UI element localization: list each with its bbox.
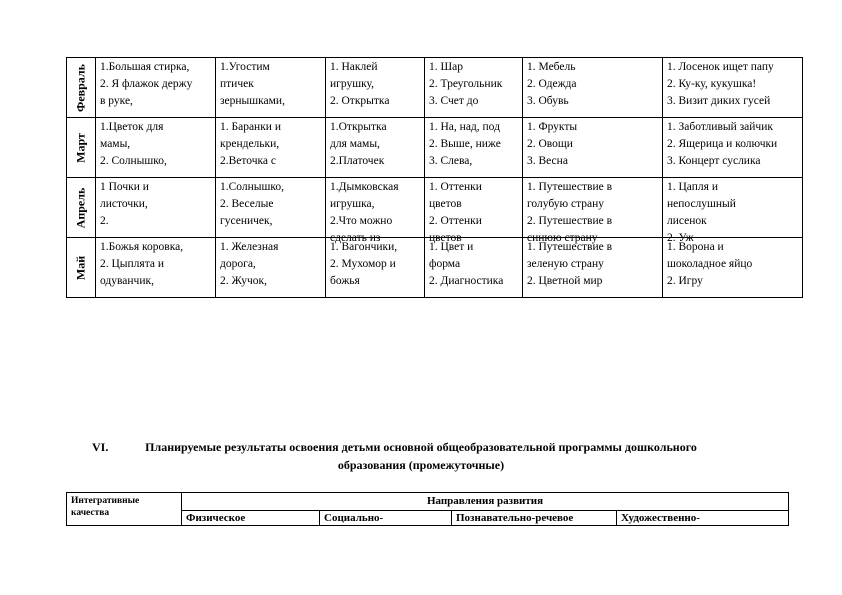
table-cell xyxy=(326,58,425,118)
month-cell xyxy=(67,178,96,238)
month-label: Апрель xyxy=(73,187,88,228)
cell-line: 1.Божья коровка, xyxy=(100,241,184,253)
cell-line: 2. Выше, ниже xyxy=(429,138,501,150)
section-heading-line2 xyxy=(0,456,842,474)
cell-line: 3. Слева, xyxy=(429,155,473,167)
cell-line: мамы, xyxy=(100,138,131,150)
cell-line: 1. Оттенки xyxy=(429,181,482,193)
month-label: Март xyxy=(73,132,88,163)
table-cell xyxy=(523,58,663,118)
cell-line: цветов xyxy=(429,232,462,244)
cell-line: игрушка, xyxy=(330,198,375,210)
cell-line: 2. Треугольник xyxy=(429,78,503,90)
cell-line: 3. Обувь xyxy=(527,95,569,107)
cell-line: 1. Наклей xyxy=(330,61,378,73)
table-cell xyxy=(523,178,663,244)
cell-line: 2. Оттенки xyxy=(429,215,482,227)
cell-line: 2.Веточка с xyxy=(220,155,277,167)
cell-line: сделать из xyxy=(330,232,381,244)
cell-line: 2. Цветной мир xyxy=(527,275,603,287)
table-cell xyxy=(96,178,216,238)
cell-line: 2. Овощи xyxy=(527,138,573,150)
month-cell xyxy=(67,118,96,178)
cell-line: 2. Одежда xyxy=(527,78,577,90)
column-social: Социально- xyxy=(320,511,452,526)
cell-line: крендельки, xyxy=(220,138,280,150)
cell-line: 1. Путешествие в xyxy=(527,241,613,253)
cell-line: 1. Цвет и xyxy=(429,241,474,253)
cell-line: божья xyxy=(330,275,360,287)
cell-line: 1.Большая стирка, xyxy=(100,61,190,73)
cell-line: синюю страну xyxy=(527,232,598,244)
cell-line: одуванчик, xyxy=(100,275,154,287)
cell-line: 1. Железная xyxy=(220,241,279,253)
cell-line: 1. Шар xyxy=(429,61,463,73)
table-row xyxy=(67,178,803,238)
table-row xyxy=(67,118,803,178)
table-cell xyxy=(663,58,803,118)
section-title-line2: образования (промежуточные) xyxy=(337,458,505,472)
cell-line: 2. Игру xyxy=(667,275,703,287)
cell-line: 3. Весна xyxy=(527,155,568,167)
table-cell xyxy=(96,58,216,118)
table-cell xyxy=(326,238,425,298)
cell-line: шоколадное яйцо xyxy=(667,258,753,270)
cell-line: 2. Цыплята и xyxy=(100,258,165,270)
cell-line: 1. Путешествие в xyxy=(527,181,613,193)
section-title-line1: Планируемые результаты освоения детьми основной общеобразовательной программы дошкольного xyxy=(145,440,697,454)
cell-line: 1. На, над, под xyxy=(429,121,500,133)
cell-line: 2. Жучок, xyxy=(220,275,267,287)
cell-line: зеленую страну xyxy=(527,258,604,270)
month-cell xyxy=(67,58,96,118)
table-cell xyxy=(326,118,425,178)
table-cell xyxy=(216,58,326,118)
cell-line: 1. Цапля и xyxy=(667,181,718,193)
cell-line: птичек xyxy=(220,78,254,90)
cell-line: 1.Открытка xyxy=(330,121,387,133)
table-cell xyxy=(216,238,326,298)
cell-line: дорога, xyxy=(220,258,256,270)
cell-line: 1.Солнышко, xyxy=(220,181,284,193)
cell-line: игрушку, xyxy=(330,78,374,90)
cell-line: цветов xyxy=(429,198,462,210)
cell-line: 2. Солнышко, xyxy=(100,155,167,167)
cell-line: для мамы, xyxy=(330,138,380,150)
table-row xyxy=(67,58,803,118)
program-table xyxy=(66,57,803,298)
table-cell xyxy=(96,238,216,298)
cell-line: 2. Веселые xyxy=(220,198,274,210)
cell-line: 2. Мухомор и xyxy=(330,258,396,270)
cell-line: 1.Угостим xyxy=(220,61,270,73)
integrative-qualities-header: Интегративные качества xyxy=(67,493,182,526)
cell-line: 1. Лосенок ищет папу xyxy=(667,61,774,73)
column-cognitive-speech: Познавательно-речевое xyxy=(452,511,617,526)
month-cell xyxy=(67,238,96,298)
cell-line: 1.Дымковская xyxy=(330,181,399,193)
results-table xyxy=(66,492,789,526)
table-cell xyxy=(663,118,803,178)
cell-line: в руке, xyxy=(100,95,133,107)
table-cell xyxy=(425,238,523,298)
cell-line: 1. Заботливый зайчик xyxy=(667,121,773,133)
table-cell xyxy=(663,178,803,244)
cell-line: 2.Что можно xyxy=(330,215,393,227)
cell-line: 2. Ящерица и колючки xyxy=(667,138,778,150)
section-heading xyxy=(0,438,842,456)
cell-line: 2. Путешествие в xyxy=(527,215,613,227)
table-cell xyxy=(425,118,523,178)
cell-line: листочки, xyxy=(100,198,148,210)
cell-line: 1. Баранки и xyxy=(220,121,281,133)
cell-line: 1. Мебель xyxy=(527,61,576,73)
cell-line: 1.Цветок для xyxy=(100,121,164,133)
month-label: Май xyxy=(73,255,88,280)
cell-line: лисенок xyxy=(667,215,707,227)
table-cell xyxy=(216,118,326,178)
month-label: Февраль xyxy=(73,63,88,112)
table-cell xyxy=(663,238,803,298)
column-artistic: Художественно- xyxy=(617,511,789,526)
table-cell xyxy=(425,178,523,244)
cell-line: 3. Счет до xyxy=(429,95,479,107)
cell-line: голубую страну xyxy=(527,198,605,210)
table-cell xyxy=(523,238,663,298)
directions-header: Направления развития xyxy=(182,493,789,511)
cell-line: 2. xyxy=(100,215,109,227)
cell-line: 2. Открытка xyxy=(330,95,390,107)
table-cell xyxy=(96,118,216,178)
table-cell xyxy=(326,178,425,244)
cell-line: 1. Фрукты xyxy=(527,121,578,133)
table-cell xyxy=(523,118,663,178)
table-cell xyxy=(216,178,326,238)
table-cell xyxy=(425,58,523,118)
cell-line: 3. Концерт суслика xyxy=(667,155,761,167)
cell-line: 2. Ку-ку, кукушка! xyxy=(667,78,757,90)
cell-line: гусеничек, xyxy=(220,215,273,227)
cell-line: 1 Почки и xyxy=(100,181,149,193)
cell-line: 1. Вагончики, xyxy=(330,241,398,253)
cell-line: зернышками, xyxy=(220,95,285,107)
cell-line: 3. Визит диких гусей xyxy=(667,95,771,107)
cell-line: 2.Платочек xyxy=(330,155,385,167)
cell-line: непослушный xyxy=(667,198,736,210)
cell-line: 1. Ворона и xyxy=(667,241,724,253)
table-row xyxy=(67,238,803,298)
column-physical: Физическое xyxy=(182,511,320,526)
cell-line: 2. Уж xyxy=(667,232,694,244)
cell-line: 2. Диагностика xyxy=(429,275,504,287)
cell-line: форма xyxy=(429,258,461,270)
section-number: VI. xyxy=(92,440,109,454)
cell-line: 2. Я флажок держу xyxy=(100,78,193,90)
